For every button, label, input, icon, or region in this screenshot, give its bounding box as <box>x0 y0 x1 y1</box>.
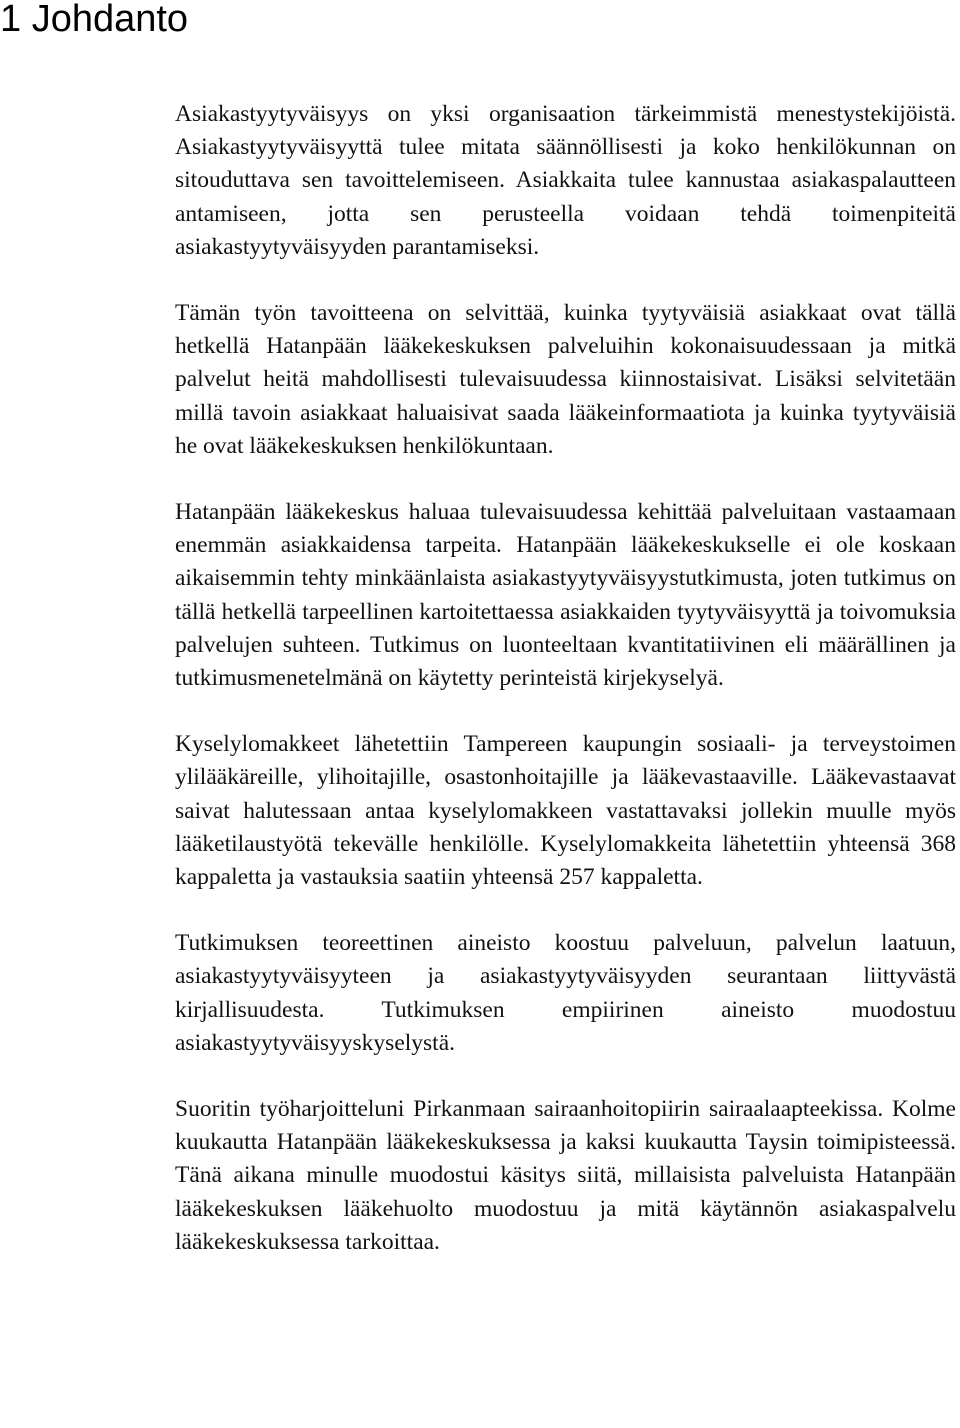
paragraph-development-needs: Hatanpään lääkekeskus haluaa tulevaisuudessa kehittää palveluitaan vastaamaan enemmän asiakkaidensa tarpeita. Hatanpään lääkekeskukselle ei ole koskaan aikaisemmin tehty minkäänlaista asiakastyytyväisyystutkimusta, joten tutkimus on tällä hetkellä tarpeellinen kartoitettaessa asiakkaiden tyytyväisyyttä ja toivomuksia palvelujen suhteen. Tutkimus on luonteeltaan kvantitatiivinen eli määrällinen ja tutkimusmenetelmänä on käytetty perinteistä kirjekyselyä. <box>175 499 956 692</box>
paragraph-study-goal: Tämän työn tavoitteena on selvittää, kuinka tyytyväisiä asiakkaat ovat tällä hetkellä Hatanpään lääkekeskuksen palveluihin kokonaisuudessaan ja mitkä palvelut heitä mahdollisesti tulevaisuudessa kiinnostaisivat. Lisäksi selvitetään millä tavoin asiakkaat haluaisivat saada lääkeinformaatiota ja kuinka tyytyväisiä he ovat lääkekeskuksen henkilökuntaan. <box>175 300 956 459</box>
paragraph-research-material: Tutkimuksen teoreettinen aineisto koostuu palveluun, palvelun laatuun, asiakastyytyväisyyteen ja asiakastyytyväisyyden seurantaan liittyvästä kirjallisuudesta. Tutkimuksen empiirinen aineisto muodostuu asiakastyytyväisyyskyselystä. <box>175 930 956 1056</box>
chapter-body <box>175 98 956 1259</box>
paragraph-internship: Suoritin työharjoitteluni Pirkanmaan sairaanhoitopiirin sairaalaapteekissa. Kolme kuukautta Hatanpään lääkekeskuksessa ja kaksi kuukautta Taysin toimipisteessä. Tänä aikana minulle muodostui käsitys siitä, millaisista palveluista Hatanpään lääkekeskuksen lääkehuolto muodostuu ja mitä käytännön asiakaspalvelu lääkekeskuksessa tarkoittaa. <box>175 1096 956 1255</box>
paragraph-questionnaires: Kyselylomakkeet lähetettiin Tampereen kaupungin sosiaali- ja terveystoimen ylilääkäreille, ylihoitajille, osastonhoitajille ja lääkevastaaville. Lääkevastaavat saivat halutessaan antaa kyselylomakkeen vastattavaksi jollekin muulle myös lääketilaustyötä tekevälle henkilölle. Kyselylomakkeita lähetettiin yhteensä 368 kappaletta ja vastauksia saatiin yhteensä 257 kappaletta. <box>175 731 956 891</box>
chapter-title: 1 Johdanto <box>0 0 189 40</box>
paragraph-customer-satisfaction: Asiakastyytyväisyys on yksi organisaation tärkeimmistä menestystekijöistä. Asiakastyytyväisyyttä tulee mitata säännöllisesti ja koko henkilökunnan on sitouduttava sen tavoittelemiseen. Asiakkaita tulee kannustaa asiakaspalautteen antamiseen, jotta sen perusteella voidaan tehdä toimenpiteitä asiakastyytyväisyyden parantamiseksi. <box>175 101 956 260</box>
